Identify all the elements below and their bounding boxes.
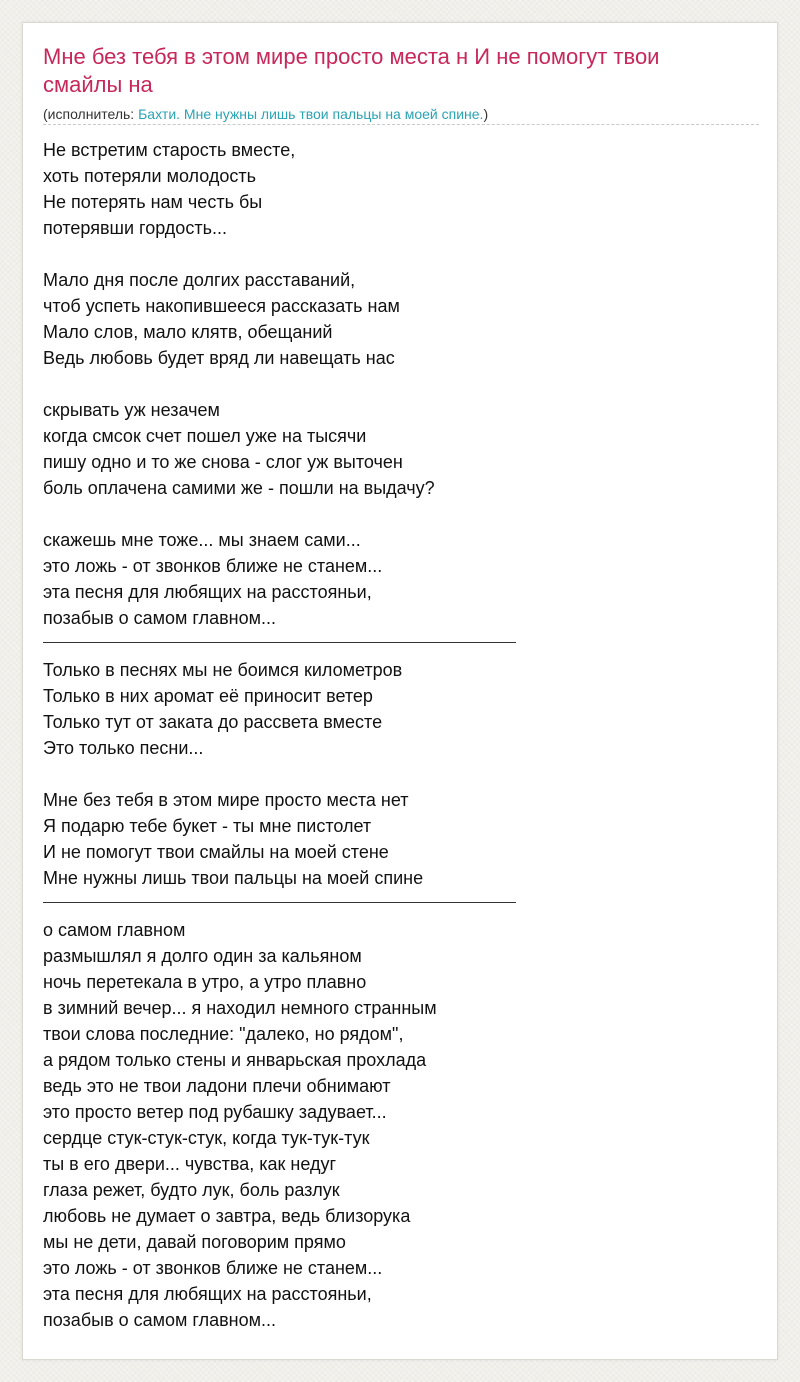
lyric-line: а рядом только стены и январьская прохлада <box>43 1050 427 1070</box>
lyric-line: это ложь - от звонков ближе не станем... <box>43 556 383 576</box>
blank-line <box>43 371 743 397</box>
lyric-line: потерявши гордость... <box>43 218 227 238</box>
title-divider <box>43 124 759 125</box>
lyric-line: это просто ветер под рубашку задувает... <box>43 1102 387 1122</box>
artist-suffix: ) <box>483 106 489 122</box>
lyric-line: ночь перетекала в утро, а утро плавно <box>43 972 367 992</box>
lyric-line: Ведь любовь будет вряд ли навещать нас <box>43 348 395 368</box>
lyric-line: сердце стук-стук-стук, когда тук-тук-тук <box>43 1128 370 1148</box>
lyric-line: Мне без тебя в этом мире просто места нет <box>43 790 409 810</box>
lyric-line: глаза режет, будто лук, боль разлук <box>43 1180 340 1200</box>
blank-line <box>43 241 743 267</box>
lyric-line: когда смсок счет пошел уже на тысячи <box>43 426 367 446</box>
lyric-line: Не потерять нам честь бы <box>43 192 263 212</box>
song-title: Мне без тебя в этом мире просто места н И не помогут твои смайлы на <box>43 44 660 97</box>
lyric-line: Мне нужны лишь твои пальцы на моей спине <box>43 868 424 888</box>
lyric-line: эта песня для любящих на расстояньи, <box>43 582 372 602</box>
lyric-line: Мало дня после долгих расставаний, <box>43 270 356 290</box>
lyrics-body <box>43 137 743 1333</box>
lyric-line: Я подарю тебе букет - ты мне пистолет <box>43 816 372 836</box>
artist-prefix: (исполнитель: <box>43 106 139 122</box>
lyric-line: позабыв о самом главном... <box>43 1310 276 1330</box>
lyric-line: Мало слов, мало клятв, обещаний <box>43 322 333 342</box>
lyric-line: эта песня для любящих на расстояньи, <box>43 1284 372 1304</box>
lyric-line: Это только песни... <box>43 738 204 758</box>
lyric-line: в зимний вечер... я находил немного странным <box>43 998 437 1018</box>
lyric-line: о самом главном <box>43 920 186 940</box>
lyric-line: мы не дети, давай поговорим прямо <box>43 1232 346 1252</box>
lyric-line: твои слова последние: "далеко, но рядом", <box>43 1024 404 1044</box>
section-divider <box>43 891 743 917</box>
section-divider <box>43 631 743 657</box>
lyric-line: И не помогут твои смайлы на моей стене <box>43 842 389 862</box>
lyric-line: размышлял я долго один за кальяном <box>43 946 362 966</box>
lyric-line: Не встретим старость вместе, <box>43 140 296 160</box>
blank-line <box>43 501 743 527</box>
lyric-line: Только в них аромат её приносит ветер <box>43 686 373 706</box>
artist-link[interactable]: Бахти. Мне нужны лишь твои пальцы на моей спине. <box>138 106 484 122</box>
blank-line <box>43 761 743 787</box>
lyric-line: это ложь - от звонков ближе не станем... <box>43 1258 383 1278</box>
lyric-line: пишу одно и то же снова - слог уж выточен <box>43 452 403 472</box>
lyric-line: скрывать уж незачем <box>43 400 220 420</box>
lyric-line: скажешь мне тоже... мы знаем сами... <box>43 530 361 550</box>
lyric-line: боль оплачена самими же - пошли на выдачу? <box>43 478 435 498</box>
lyric-line: ведь это не твои ладони плечи обнимают <box>43 1076 391 1096</box>
lyric-line: Только в песнях мы не боимся километров <box>43 660 403 680</box>
artist-line <box>43 105 488 123</box>
lyric-line: ты в его двери... чувства, как недуг <box>43 1154 337 1174</box>
lyric-line: чтоб успеть накопившееся рассказать нам <box>43 296 400 316</box>
lyric-line: позабыв о самом главном... <box>43 608 276 628</box>
lyrics-card <box>22 22 778 1360</box>
lyric-line: любовь не думает о завтра, ведь близорука <box>43 1206 411 1226</box>
lyric-line: хоть потеряли молодость <box>43 166 257 186</box>
lyric-line: Только тут от заката до рассвета вместе <box>43 712 383 732</box>
